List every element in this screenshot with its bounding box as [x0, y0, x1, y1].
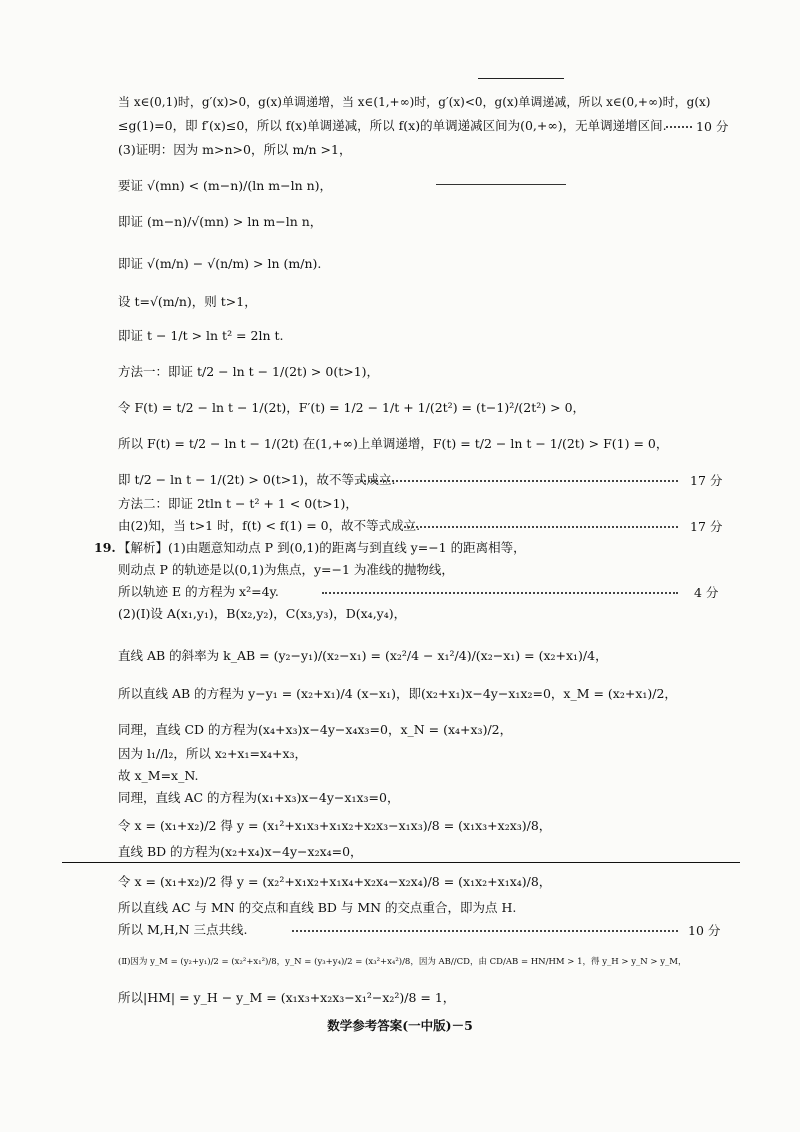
solution-line: 所以 M,H,N 三点共线.	[118, 922, 248, 937]
dot-leader	[322, 592, 678, 594]
dot-leader	[666, 126, 692, 128]
dot-leader	[404, 526, 678, 528]
score-label: 10 分	[688, 923, 721, 938]
top-rule	[478, 78, 564, 79]
solution-line: 即证 t − 1/t > ln t² = 2ln t.	[118, 328, 284, 343]
fold-separator	[62, 862, 740, 863]
score-label: 17 分	[690, 519, 723, 534]
solution-line: 由(2)知，当 t>1 时，f(t) < f(1) = 0，故不等式成立.	[118, 518, 421, 533]
solution-line: ≤g(1)=0，即 f′(x)≤0，所以 f(x)单调递减，所以 f(x)的单调递减区间为(0,+∞)，无单调递增区间.	[118, 118, 667, 133]
solution-line: 令 x = (x₁+x₂)/2 得 y = (x₁²+x₁x₃+x₁x₂+x₂x₃−x₁x₃)/8 = (x₁x₃+x₂x₃)/8，	[118, 818, 552, 833]
solution-line: 令 F(t) = t/2 − ln t − 1/(2t)，F′(t) = 1/2 − 1/t + 1/(2t²) = (t−1)²/(2t²) > 0，	[118, 400, 586, 415]
solution-line: 方法一：即证 t/2 − ln t − 1/(2t) > 0(t>1)，	[118, 364, 380, 379]
page-footer: 数学参考答案(一中版)－5	[327, 1018, 473, 1033]
solution-line: 同理，直线 CD 的方程为(x₄+x₃)x−4y−x₄x₃=0，x_N = (x₄+x₃)/2，	[118, 722, 513, 737]
dot-leader	[292, 930, 678, 932]
dot-leader	[360, 480, 678, 482]
solution-line: 即证 (m−n)/√(mn) > ln m−ln n，	[118, 214, 323, 229]
question-number: 19.	[94, 540, 116, 555]
solution-line: 因为 l₁//l₂，所以 x₂+x₁=x₄+x₃，	[118, 746, 308, 761]
solution-line: 直线 BD 的方程为(x₂+x₄)x−4y−x₂x₄=0，	[118, 844, 363, 859]
solution-line: 所以|HM| = y_H − y_M = (x₁x₃+x₂x₃−x₁²−x₂²)/8 = 1，	[118, 990, 456, 1005]
solution-line: 当 x∈(0,1)时，g′(x)>0，g(x)单调递增，当 x∈(1,+∞)时，g′(x)<0，g(x)单调递减，所以 x∈(0,+∞)时，g(x)	[118, 95, 711, 109]
score-label: 17 分	[690, 473, 723, 488]
solution-line: 方法二：即证 2tln t − t² + 1 < 0(t>1)，	[118, 496, 358, 511]
solution-line: 则动点 P 的轨迹是以(0,1)为焦点，y=−1 为准线的抛物线，	[118, 562, 454, 577]
solution-line: 设 t=√(m/n)，则 t>1，	[118, 294, 257, 309]
solution-line: 所以直线 AC 与 MN 的交点和直线 BD 与 MN 的交点重合，即为点 H.	[118, 900, 517, 915]
solution-line: 要证 √(mn) < (m−n)/(ln m−ln n)，	[118, 178, 333, 193]
solution-line: (2)(Ⅰ)设 A(x₁,y₁)，B(x₂,y₂)，C(x₃,y₃)，D(x₄,y₄)，	[118, 606, 407, 621]
solution-line: 令 x = (x₁+x₂)/2 得 y = (x₂²+x₁x₂+x₁x₄+x₂x₄−x₂x₄)/8 = (x₁x₂+x₁x₄)/8，	[118, 874, 552, 889]
solution-line: 所以 F(t) = t/2 − ln t − 1/(2t) 在(1,+∞)上单调递增，F(t) = t/2 − ln t − 1/(2t) > F(1) = 0，	[118, 436, 669, 451]
score-label: 4 分	[694, 585, 719, 600]
solution-line: 【解析】(1)由题意知动点 P 到(0,1)的距离与到直线 y=−1 的距离相等，	[118, 540, 526, 555]
solution-line: (Ⅱ)因为 y_M = (y₂+y₁)/2 = (x₂²+x₁²)/8，y_N = (y₃+y₄)/2 = (x₃²+x₄²)/8，因为 AB//CD，由 CD/AB = HN/HM > 1，得 y_H > y_N > y_M，	[118, 957, 687, 967]
solution-line: (3)证明：因为 m>n>0，所以 m/n >1，	[118, 142, 352, 157]
solution-line: 直线 AB 的斜率为 k_AB = (y₂−y₁)/(x₂−x₁) = (x₂²/4 − x₁²/4)/(x₂−x₁) = (x₂+x₁)/4，	[118, 648, 608, 663]
solution-line: 所以直线 AB 的方程为 y−y₁ = (x₂+x₁)/4 (x−x₁)，即(x₂+x₁)x−4y−x₁x₂=0，x_M = (x₂+x₁)/2，	[118, 686, 677, 701]
score-label: 10 分	[696, 119, 729, 134]
solution-line: 故 x_M=x_N.	[118, 768, 199, 783]
solution-line: 即 t/2 − ln t − 1/(2t) > 0(t>1)，故不等式成立.	[118, 472, 396, 487]
solution-line: 所以轨迹 E 的方程为 x²=4y.	[118, 584, 279, 599]
solution-line: 即证 √(m/n) − √(n/m) > ln (m/n).	[118, 256, 322, 271]
solution-line: 同理，直线 AC 的方程为(x₁+x₃)x−4y−x₁x₃=0，	[118, 790, 400, 805]
